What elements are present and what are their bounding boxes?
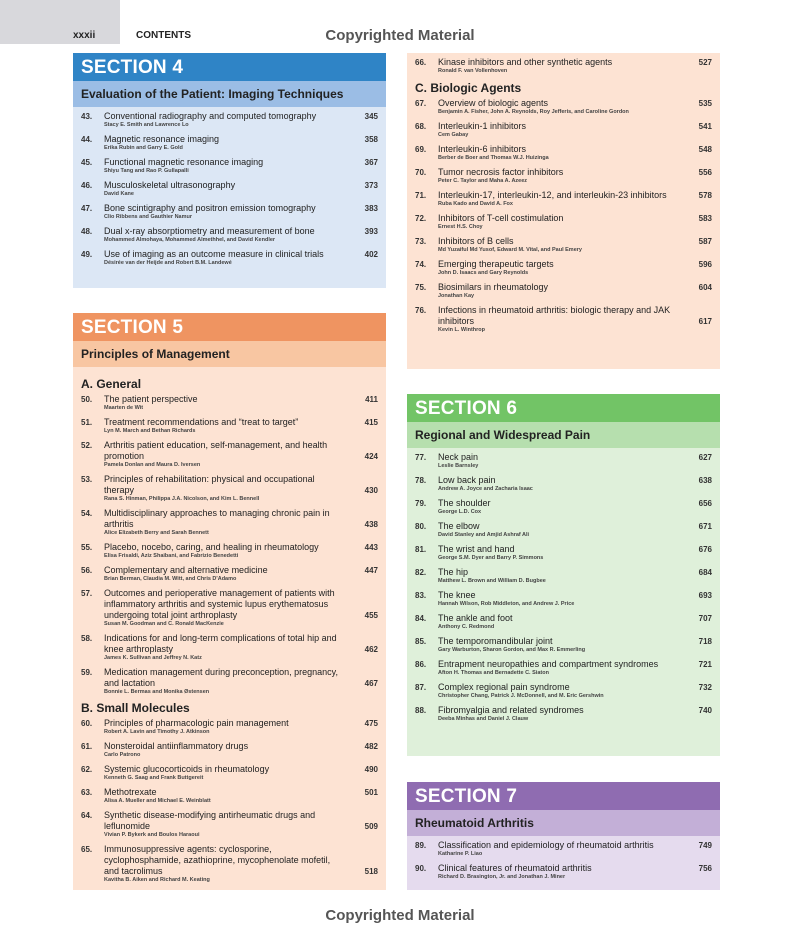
chapter-title: Conventional radiography and computed tomography — [104, 111, 317, 121]
chapter-title: The wrist and hand — [438, 544, 515, 554]
chapter-authors: Cem Gabay — [438, 132, 469, 138]
chapter-title: Interleukin-17, interleukin-12, and interleukin-23 inhibitors — [438, 190, 667, 200]
chapter-page: 596 — [698, 260, 712, 269]
page-number: xxxii — [73, 30, 96, 41]
chapter-authors: Désirée van der Heijde and Robert B.M. Landewé — [104, 260, 232, 266]
chapter-title: Dual x-ray absorptiometry and measurement of bone — [104, 226, 315, 236]
chapter-title: Magnetic resonance imaging — [104, 134, 220, 144]
toc-entry — [415, 636, 720, 654]
chapter-number: 53. — [81, 475, 93, 484]
toc-entry — [415, 590, 720, 608]
chapter-authors: Katharine P. Liao — [438, 851, 483, 857]
toc-entry — [81, 542, 386, 560]
chapter-page: 383 — [364, 204, 378, 213]
chapter-number: 66. — [415, 58, 427, 67]
chapter-page: 438 — [364, 520, 378, 529]
chapter-title: Complementary and alternative medicine — [104, 565, 268, 575]
toc-entry — [81, 633, 386, 662]
chapter-page: 638 — [698, 476, 712, 485]
section-6 — [407, 394, 720, 756]
chapter-number: 87. — [415, 683, 427, 692]
chapter-page: 509 — [364, 822, 378, 831]
chapter-number: 76. — [415, 306, 427, 315]
chapter-authors: Kevin L. Winthrop — [438, 327, 486, 333]
chapter-authors: Benjamin A. Fisher, John A. Reynolds, Roy Jefferis, and Caroline Gordon — [438, 109, 629, 115]
chapter-page: 443 — [364, 543, 378, 552]
chapter-page: 749 — [698, 841, 712, 850]
chapter-page: 455 — [364, 611, 378, 620]
section-7 — [407, 782, 720, 890]
chapter-authors: Richard D. Brasington, Jr. and Jonathan J. Miner — [438, 874, 566, 880]
chapter-authors: Clio Ribbens and Gauthier Namur — [104, 214, 193, 220]
chapter-number: 48. — [81, 227, 93, 236]
toc-entry — [81, 226, 386, 244]
toc-entry — [415, 282, 720, 300]
toc-entry — [81, 787, 386, 805]
toc-entry — [415, 659, 720, 677]
chapter-page: 718 — [698, 637, 712, 646]
copyright-notice-bottom: Copyrighted Material — [325, 907, 475, 924]
group-heading-general: A. General — [81, 377, 142, 391]
section-body — [407, 53, 720, 369]
chapter-title: Nonsteroidal antiinflammatory drugs — [104, 741, 249, 751]
chapter-title: Musculoskeletal ultrasonography — [104, 180, 236, 190]
chapter-authors: Pamela Donlan and Maura D. Iversen — [104, 462, 201, 468]
chapter-title: Neck pain — [438, 452, 479, 462]
toc-entry — [81, 588, 386, 628]
chapter-number: 67. — [415, 99, 427, 108]
chapter-title: Low back pain — [438, 475, 496, 485]
chapter-title: Infections in rheumatoid arthritis: biologic therapy and JAK inhibitors — [438, 305, 671, 326]
chapter-authors: John D. Isaacs and Gary Reynolds — [438, 270, 529, 276]
chapter-title: The hip — [438, 567, 469, 577]
chapter-page: 393 — [364, 227, 378, 236]
chapter-number: 80. — [415, 522, 427, 531]
chapter-page: 482 — [364, 742, 378, 751]
toc-entry — [81, 810, 386, 839]
chapter-page: 587 — [698, 237, 712, 246]
toc-entry — [415, 475, 720, 493]
toc-entry — [81, 741, 386, 759]
chapter-title: Indications for and long-term complications of total hip and knee arthroplasty — [104, 633, 337, 654]
chapter-authors: Md Yuzaiful Md Yusof, Edward M. Vital, and Paul Emery — [438, 247, 582, 253]
chapter-page: 676 — [698, 545, 712, 554]
chapter-number: 81. — [415, 545, 427, 554]
section-4 — [73, 53, 386, 288]
toc-entry — [81, 157, 386, 175]
chapter-authors: Matthew L. Brown and William D. Bugbee — [438, 578, 546, 584]
chapter-page: 556 — [698, 168, 712, 177]
chapter-authors: Kavitha B. Aiken and Richard M. Keating — [104, 877, 210, 883]
chapter-number: 55. — [81, 543, 93, 552]
chapter-number: 65. — [81, 845, 93, 854]
chapter-title: The elbow — [438, 521, 480, 531]
toc-entry — [415, 682, 720, 700]
chapter-title: Classification and epidemiology of rheumatoid arthritis — [438, 840, 654, 850]
toc-entry — [415, 840, 720, 858]
toc-entry — [81, 249, 386, 267]
section-heading: SECTION 4 — [73, 53, 386, 81]
chapter-number: 77. — [415, 453, 427, 462]
chapter-number: 50. — [81, 395, 93, 404]
chapter-number: 68. — [415, 122, 427, 131]
chapter-title: Entrapment neuropathies and compartment syndromes — [438, 659, 659, 669]
chapter-title: Inhibitors of B cells — [438, 236, 514, 246]
chapter-title: Emerging therapeutic targets — [438, 259, 554, 269]
chapter-number: 59. — [81, 668, 93, 677]
toc-entry — [415, 98, 720, 116]
chapter-page: 740 — [698, 706, 712, 715]
chapter-authors: Carlo Patrono — [104, 752, 141, 758]
chapter-page: 671 — [698, 522, 712, 531]
toc-entry — [415, 705, 720, 723]
chapter-number: 69. — [415, 145, 427, 154]
section-entries — [407, 836, 720, 890]
chapter-title: Functional magnetic resonance imaging — [104, 157, 264, 167]
chapter-title: Principles of rehabilitation: physical and occupational therapy — [104, 474, 315, 495]
toc-entry — [415, 452, 720, 470]
chapter-number: 63. — [81, 788, 93, 797]
chapter-page: 527 — [698, 58, 712, 67]
chapter-page: 467 — [364, 679, 378, 688]
chapter-title: Biosimilars in rheumatology — [438, 282, 549, 292]
chapter-title: Interleukin-1 inhibitors — [438, 121, 527, 131]
chapter-title: Treatment recommendations and “treat to target” — [104, 417, 299, 427]
chapter-authors: Mohammed Almohaya, Mohammed Almethhel, and David Kendler — [104, 237, 276, 243]
group-entries-small-molecules — [81, 718, 386, 884]
chapter-authors: Gary Warburton, Sharon Gordon, and Max R. Emmerling — [438, 647, 586, 653]
toc-entry — [415, 544, 720, 562]
chapter-number: 43. — [81, 112, 93, 121]
chapter-number: 46. — [81, 181, 93, 190]
toc-entry — [415, 259, 720, 277]
chapter-number: 78. — [415, 476, 427, 485]
chapter-page: 583 — [698, 214, 712, 223]
chapter-authors: Hannah Wilson, Rob Middleton, and Andrew J. Price — [438, 601, 575, 607]
chapter-title: Immunosuppressive agents: cyclosporine, cyclophosphamide, azathioprine, mycophenolate mofetil, and tacrolimus — [104, 844, 331, 876]
chapter-authors: Maarten de Wit — [104, 405, 144, 411]
chapter-page: 411 — [365, 395, 378, 404]
toc-entry — [81, 844, 386, 884]
chapter-authors: Leslie Barnsley — [438, 463, 479, 469]
chapter-title: Methotrexate — [104, 787, 157, 797]
chapter-page: 604 — [698, 283, 712, 292]
chapter-number: 45. — [81, 158, 93, 167]
section-subtitle: Evaluation of the Patient: Imaging Techniques — [73, 81, 386, 107]
chapter-title: Interleukin-6 inhibitors — [438, 144, 527, 154]
chapter-title: Complex regional pain syndrome — [438, 682, 570, 692]
chapter-authors: Stacy E. Smith and Lawrence Lo — [104, 122, 189, 128]
chapter-authors: Kenneth G. Saag and Frank Buttgereit — [104, 775, 204, 781]
chapter-title: Arthritis patient education, self-management, and health promotion — [104, 440, 328, 461]
chapter-authors: Brian Berman, Claudia M. Witt, and Chris D'Adamo — [104, 576, 237, 582]
chapter-authors: Rana S. Hinman, Philippa J.A. Nicolson, and Kim L. Bennell — [104, 496, 260, 502]
chapter-authors: Alice Elizabeth Berry and Sarah Bennett — [104, 530, 209, 536]
toc-entry — [81, 203, 386, 221]
chapter-title: Use of imaging as an outcome measure in clinical trials — [104, 249, 324, 259]
chapter-number: 90. — [415, 864, 427, 873]
chapter-authors: Jonathan Kay — [438, 293, 475, 299]
toc-entry — [81, 180, 386, 198]
toc-entry — [415, 567, 720, 585]
toc-entry — [81, 667, 386, 696]
chapter-page: 462 — [364, 645, 378, 654]
chapter-authors: Elisa Frisaldi, Aziz Shaibani, and Fabrizio Benedetti — [104, 553, 239, 559]
toc-entry — [81, 474, 386, 503]
chapter-title: Systemic glucocorticoids in rheumatology — [104, 764, 270, 774]
section-subtitle: Rheumatoid Arthritis — [407, 810, 720, 836]
chapter-number: 62. — [81, 765, 93, 774]
chapter-number: 52. — [81, 441, 93, 450]
section-entries — [407, 448, 720, 756]
chapter-page: 627 — [698, 453, 712, 462]
chapter-number: 44. — [81, 135, 93, 144]
section-heading: SECTION 6 — [407, 394, 720, 422]
chapter-authors: Berber de Boer and Thomas W.J. Huizinga — [438, 155, 549, 161]
chapter-number: 47. — [81, 204, 93, 213]
chapter-title: The temporomandibular joint — [438, 636, 553, 646]
chapter-authors: Ruba Kado and David A. Fox — [438, 201, 513, 207]
chapter-number: 56. — [81, 566, 93, 575]
chapter-title: The ankle and foot — [438, 613, 513, 623]
section-heading: SECTION 5 — [73, 313, 386, 341]
toc-entry — [415, 121, 720, 139]
chapter-authors: Erika Rubin and Garry E. Gold — [104, 145, 183, 151]
chapter-title: Principles of pharmacologic pain management — [104, 718, 289, 728]
chapter-authors: Christopher Chang, Patrick J. McDonnell, and M. Eric Gershwin — [438, 693, 604, 699]
section-heading: SECTION 7 — [407, 782, 720, 810]
chapter-number: 60. — [81, 719, 93, 728]
group-heading-small-molecules: B. Small Molecules — [81, 701, 190, 715]
chapter-title: The shoulder — [438, 498, 491, 508]
chapter-page: 732 — [698, 683, 712, 692]
chapter-authors: George S.M. Dyer and Barry P. Simmons — [438, 555, 544, 561]
toc-entry — [415, 613, 720, 631]
chapter-number: 58. — [81, 634, 93, 643]
chapter-page: 402 — [364, 250, 378, 259]
toc-entry — [81, 440, 386, 469]
section-entries — [73, 107, 386, 288]
chapter-number: 83. — [415, 591, 427, 600]
chapter-page: 358 — [364, 135, 378, 144]
chapter-title: Bone scintigraphy and positron emission tomography — [104, 203, 316, 213]
chapter-page: 345 — [364, 112, 378, 121]
chapter-number: 61. — [81, 742, 93, 751]
toc-entry — [415, 305, 720, 334]
toc-entry — [81, 394, 386, 412]
chapter-number: 79. — [415, 499, 427, 508]
chapter-number: 54. — [81, 509, 93, 518]
chapter-page: 490 — [364, 765, 378, 774]
chapter-title: Synthetic disease-modifying antirheumatic drugs and leflunomide — [104, 810, 316, 831]
toc-entry — [81, 718, 386, 736]
chapter-authors: Afton H. Thomas and Bernadette C. Siaton — [438, 670, 549, 676]
chapter-title: Kinase inhibitors and other synthetic agents — [438, 57, 613, 67]
chapter-authors: Ernest H.S. Choy — [438, 224, 483, 230]
chapter-page: 548 — [698, 145, 712, 154]
chapter-authors: Bonnie L. Bermas and Monika Østensen — [104, 689, 210, 695]
chapter-authors: Anthony C. Redmond — [438, 624, 495, 630]
chapter-page: 373 — [364, 181, 378, 190]
toc-entry — [415, 521, 720, 539]
chapter-title: The knee — [438, 590, 476, 600]
toc-entry — [81, 111, 386, 129]
chapter-number: 84. — [415, 614, 427, 623]
chapter-authors: Robert A. Lavin and Timothy J. Atkinson — [104, 729, 210, 735]
chapter-page: 756 — [698, 864, 712, 873]
chapter-page: 541 — [698, 122, 712, 131]
chapter-number: 89. — [415, 841, 427, 850]
chapter-page: 535 — [698, 99, 712, 108]
chapter-authors: James K. Sullivan and Jeffrey N. Katz — [104, 655, 202, 661]
toc-entry — [81, 565, 386, 583]
chapter-authors: Peter C. Taylor and Maha A. Azeez — [438, 178, 528, 184]
chapter-authors: George L.D. Cox — [438, 509, 482, 515]
chapter-authors: Lyn M. March and Bethan Richards — [104, 428, 196, 434]
chapter-title: Placebo, nocebo, caring, and healing in rheumatology — [104, 542, 319, 552]
section-5 — [73, 313, 386, 890]
chapter-number: 75. — [415, 283, 427, 292]
chapter-title: Clinical features of rheumatoid arthritis — [438, 863, 592, 873]
toc-entry — [415, 236, 720, 254]
chapter-number: 51. — [81, 418, 93, 427]
toc-entry — [81, 134, 386, 152]
toc-entry — [415, 190, 720, 208]
chapter-number: 82. — [415, 568, 427, 577]
section-body — [73, 367, 386, 890]
toc-entry — [415, 863, 720, 881]
chapter-number: 57. — [81, 589, 93, 598]
copyright-notice-top: Copyrighted Material — [325, 27, 475, 44]
chapter-title: Tumor necrosis factor inhibitors — [438, 167, 564, 177]
chapter-page: 707 — [698, 614, 712, 623]
chapter-page: 424 — [364, 452, 378, 461]
group-heading-biologic-agents: C. Biologic Agents — [415, 81, 522, 95]
section-subtitle: Principles of Management — [73, 341, 386, 367]
chapter-authors: Vivian P. Bykerk and Boulos Haraoui — [104, 832, 200, 838]
toc-entry — [415, 57, 720, 75]
chapter-number: 73. — [415, 237, 427, 246]
chapter-number: 64. — [81, 811, 93, 820]
chapter-number: 71. — [415, 191, 427, 200]
chapter-page: 430 — [364, 486, 378, 495]
chapter-page: 656 — [698, 499, 712, 508]
group-entries-general — [81, 394, 386, 696]
chapter-page: 367 — [364, 158, 378, 167]
section-5-continued — [407, 53, 720, 369]
chapter-page: 684 — [698, 568, 712, 577]
chapter-authors: David Kane — [104, 191, 134, 197]
chapter-title: Inhibitors of T-cell costimulation — [438, 213, 564, 223]
toc-entry — [81, 764, 386, 782]
chapter-authors: David Stanley and Amjid Ashraf Ali — [438, 532, 530, 538]
continued-entries — [415, 57, 720, 75]
chapter-authors: Deeba Minhas and Daniel J. Clauw — [438, 716, 529, 722]
chapter-authors: Andrew A. Joyce and Zacharia Isaac — [438, 486, 533, 492]
toc-entry — [415, 498, 720, 516]
chapter-number: 85. — [415, 637, 427, 646]
chapter-title: Fibromyalgia and related syndromes — [438, 705, 584, 715]
running-title: CONTENTS — [136, 30, 191, 41]
toc-entry — [81, 417, 386, 435]
chapter-page: 447 — [364, 566, 378, 575]
chapter-number: 86. — [415, 660, 427, 669]
toc-entry — [415, 144, 720, 162]
chapter-authors: Susan M. Goodman and C. Ronald MacKenzie — [104, 621, 224, 627]
chapter-page: 721 — [698, 660, 712, 669]
toc-entry — [81, 508, 386, 537]
chapter-authors: Shiyu Tang and Rao P. Gullapalli — [104, 168, 189, 174]
chapter-page: 693 — [698, 591, 712, 600]
chapter-page: 475 — [364, 719, 378, 728]
chapter-page: 415 — [364, 418, 378, 427]
chapter-title: Medication management during preconception, pregnancy, and lactation — [104, 667, 338, 688]
chapter-page: 578 — [698, 191, 712, 200]
chapter-title: Multidisciplinary approaches to managing chronic pain in arthritis — [104, 508, 330, 529]
chapter-title: Overview of biologic agents — [438, 98, 549, 108]
chapter-page: 518 — [364, 867, 378, 876]
chapter-page: 501 — [364, 788, 378, 797]
section-subtitle: Regional and Widespread Pain — [407, 422, 720, 448]
chapter-title: Outcomes and perioperative management of patients with inflammatory arthritis and systemic lupus erythematosus undergoing total joint arthroplasty — [104, 588, 335, 620]
chapter-number: 72. — [415, 214, 427, 223]
chapter-authors: Ronald F. van Vollenhoven — [438, 68, 508, 74]
toc-entry — [415, 213, 720, 231]
chapter-number: 74. — [415, 260, 427, 269]
chapter-number: 70. — [415, 168, 427, 177]
chapter-number: 88. — [415, 706, 427, 715]
chapter-number: 49. — [81, 250, 93, 259]
chapter-authors: Alisa A. Mueller and Michael E. Weinblatt — [104, 798, 211, 804]
chapter-title: The patient perspective — [104, 394, 198, 404]
toc-entry — [415, 167, 720, 185]
group-entries-biologic-agents — [415, 98, 720, 334]
chapter-page: 617 — [698, 317, 712, 326]
